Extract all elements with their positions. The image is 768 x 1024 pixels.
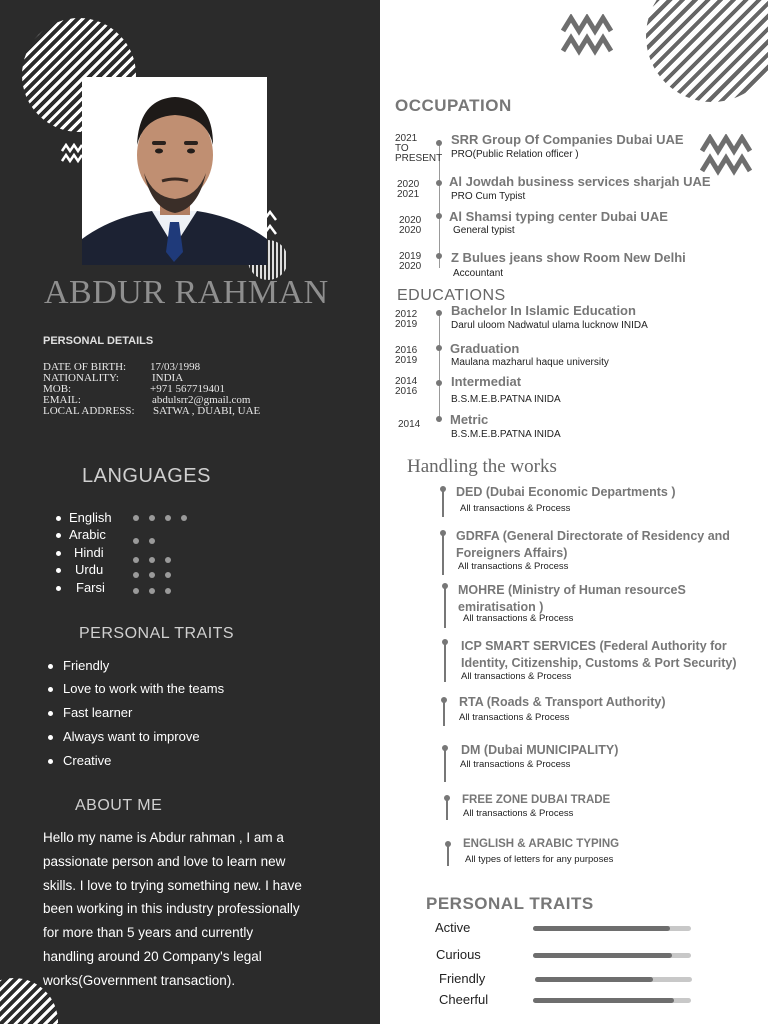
trait-bar <box>533 998 691 1003</box>
trait-item: Fast learner <box>48 705 132 720</box>
timeline-dot <box>436 140 442 146</box>
timeline-dot <box>436 253 442 259</box>
personal-traits-heading: PERSONAL TRAITS <box>426 894 594 913</box>
profile-photo <box>82 77 267 265</box>
about-heading: ABOUT ME <box>75 797 163 814</box>
address-value: SATWA , DUABI, UAE <box>153 405 261 417</box>
education-place: B.S.M.E.B.PATNA INIDA <box>451 429 561 440</box>
trait-bar <box>533 953 691 958</box>
work-title: RTA (Roads & Transport Authority) <box>459 695 666 709</box>
personal-details-heading: PERSONAL DETAILS <box>43 335 154 347</box>
occupation-title: SRR Group Of Companies Dubai UAE <box>451 132 684 147</box>
about-text: Hello my name is Abdur rahman , I am a passionate person and love to learn new skills. I love to trying something new. I have been working in this industry professionally for more than 5 years and currently handling around 20 Company's legal works(Government transaction). <box>43 830 302 988</box>
mobile-label: MOB: <box>43 383 72 395</box>
language-level-dot <box>133 557 139 563</box>
language-level-dot <box>133 588 139 594</box>
occupation-years: 2021 TO PRESENT <box>395 133 443 164</box>
work-title: DM (Dubai MUNICIPALITY) <box>461 743 619 757</box>
language-level-dot <box>149 588 155 594</box>
zigzag-icon <box>61 143 83 165</box>
occupation-years: 2019 2020 <box>399 251 422 272</box>
trait-item: Love to work with the teams <box>48 681 224 696</box>
education-years: 2014 <box>398 419 421 430</box>
work-title: MOHRE (Ministry of Human resourceS emiratisation ) <box>458 583 686 614</box>
trait-label: Curious <box>436 947 481 962</box>
languages-heading: LANGUAGES <box>82 465 211 487</box>
dob-label: DATE OF BIRTH: <box>43 361 127 373</box>
work-title: DED (Dubai Economic Departments ) <box>456 485 676 499</box>
education-place: Maulana mazharul haque university <box>451 357 609 368</box>
work-title: ICP SMART SERVICES (Federal Authority for Identity, Citizenship, Customs & Port Security) <box>461 639 737 670</box>
timeline-dot <box>436 380 442 386</box>
timeline-dot <box>436 416 442 422</box>
works-heading: Handling the works <box>407 456 557 477</box>
pin-marker <box>442 533 444 575</box>
pin-marker <box>444 748 446 782</box>
email-value[interactable]: abdulsrr2@gmail.com <box>152 394 251 406</box>
work-subtitle: All transactions & Process <box>458 561 569 572</box>
candidate-name: ABDUR RAHMAN <box>44 274 329 311</box>
occupation-title: Al Jowdah business services sharjah UAE <box>449 174 711 189</box>
work-title: FREE ZONE DUBAI TRADE <box>462 794 611 806</box>
work-subtitle: All transactions & Process <box>460 759 571 770</box>
trait-label: Active <box>435 920 471 935</box>
occupation-years: 2020 2021 <box>397 179 420 200</box>
language-level-dot <box>133 515 139 521</box>
education-title: Graduation <box>450 341 520 356</box>
language-item: Hindi <box>56 545 104 560</box>
education-timeline-line <box>439 310 440 422</box>
sidebar <box>0 0 380 1024</box>
occupation-role: PRO(Public Relation officer ) <box>451 149 579 160</box>
zigzag-icon <box>700 134 752 176</box>
pin-marker <box>446 798 448 820</box>
education-place: B.S.M.E.B.PATNA INIDA <box>451 394 561 405</box>
education-years: 2016 2019 <box>395 345 418 366</box>
dob-value: 17/03/1998 <box>150 361 201 373</box>
trait-label: Friendly <box>439 971 486 986</box>
education-years: 2014 2016 <box>395 376 418 397</box>
trait-item: Friendly <box>48 658 109 673</box>
education-title: Bachelor In Islamic Education <box>451 303 636 318</box>
language-item: Urdu <box>56 562 103 577</box>
language-level-dot <box>149 572 155 578</box>
pin-marker <box>444 586 446 628</box>
occupation-role: General typist <box>453 225 515 236</box>
trait-bar <box>535 977 692 982</box>
occupation-title: Al Shamsi typing center Dubai UAE <box>449 209 668 224</box>
language-item: Arabic <box>56 527 106 542</box>
work-subtitle: All transactions & Process <box>463 613 574 624</box>
striped-circle-decoration <box>646 0 768 102</box>
address-label: LOCAL ADDRESS: <box>43 405 135 417</box>
language-level-dot <box>133 538 139 544</box>
work-subtitle: All transactions & Process <box>463 808 574 819</box>
language-level-dot <box>165 572 171 578</box>
timeline-dot <box>436 345 442 351</box>
work-subtitle: All types of letters for any purposes <box>465 854 614 865</box>
language-item: English <box>56 510 112 525</box>
education-title: Metric <box>450 412 489 427</box>
language-level-dot <box>149 557 155 563</box>
timeline-dot <box>436 310 442 316</box>
education-years: 2012 2019 <box>395 309 418 330</box>
occupation-title: Z Bulues jeans show Room New Delhi <box>451 250 686 265</box>
trait-bar-fill <box>535 977 653 982</box>
trait-item: Creative <box>48 753 111 768</box>
work-title: ENGLISH & ARABIC TYPING <box>463 838 620 850</box>
language-level-dot <box>149 538 155 544</box>
education-heading: EDUCATIONS <box>397 287 506 304</box>
nationality-label: NATIONALITY: <box>43 372 119 384</box>
occupation-role: Accountant <box>453 268 504 279</box>
language-level-dot <box>133 572 139 578</box>
education-place: Darul uloom Nadwatul ulama lucknow INIDA <box>451 320 648 331</box>
language-level-dot <box>165 515 171 521</box>
personal-traits-heading: PERSONAL TRAITS <box>79 625 235 642</box>
trait-bar-fill <box>533 998 674 1003</box>
timeline-dot <box>436 213 442 219</box>
occupation-years: 2020 2020 <box>399 215 422 236</box>
trait-bar-fill <box>533 926 670 931</box>
timeline-dot <box>436 180 442 186</box>
trait-item: Always want to improve <box>48 729 200 744</box>
education-title: Intermediat <box>451 374 522 389</box>
main-panel <box>380 0 768 1024</box>
pin-marker <box>447 844 449 866</box>
email-label: EMAIL: <box>43 394 81 406</box>
occupation-role: PRO Cum Typist <box>451 191 526 202</box>
nationality-value: INDIA <box>152 372 184 384</box>
work-title: GDRFA (General Directorate of Residency and Foreigners Affairs) <box>456 529 730 560</box>
language-level-dot <box>165 588 171 594</box>
trait-bar <box>533 926 691 931</box>
occupation-heading: OCCUPATION <box>395 96 512 115</box>
zigzag-icon <box>561 14 613 56</box>
language-level-dot <box>149 515 155 521</box>
mobile-value: +971 567719401 <box>150 383 225 395</box>
language-item: Farsi <box>56 580 105 595</box>
language-level-dot <box>165 557 171 563</box>
pin-marker <box>442 489 444 517</box>
pin-marker <box>444 642 446 682</box>
work-subtitle: All transactions & Process <box>459 712 570 723</box>
pin-marker <box>443 700 445 726</box>
work-subtitle: All transactions & Process <box>461 671 572 682</box>
trait-bar-fill <box>533 953 672 958</box>
trait-label: Cheerful <box>439 992 489 1007</box>
work-subtitle: All transactions & Process <box>460 503 571 514</box>
language-level-dot <box>181 515 187 521</box>
